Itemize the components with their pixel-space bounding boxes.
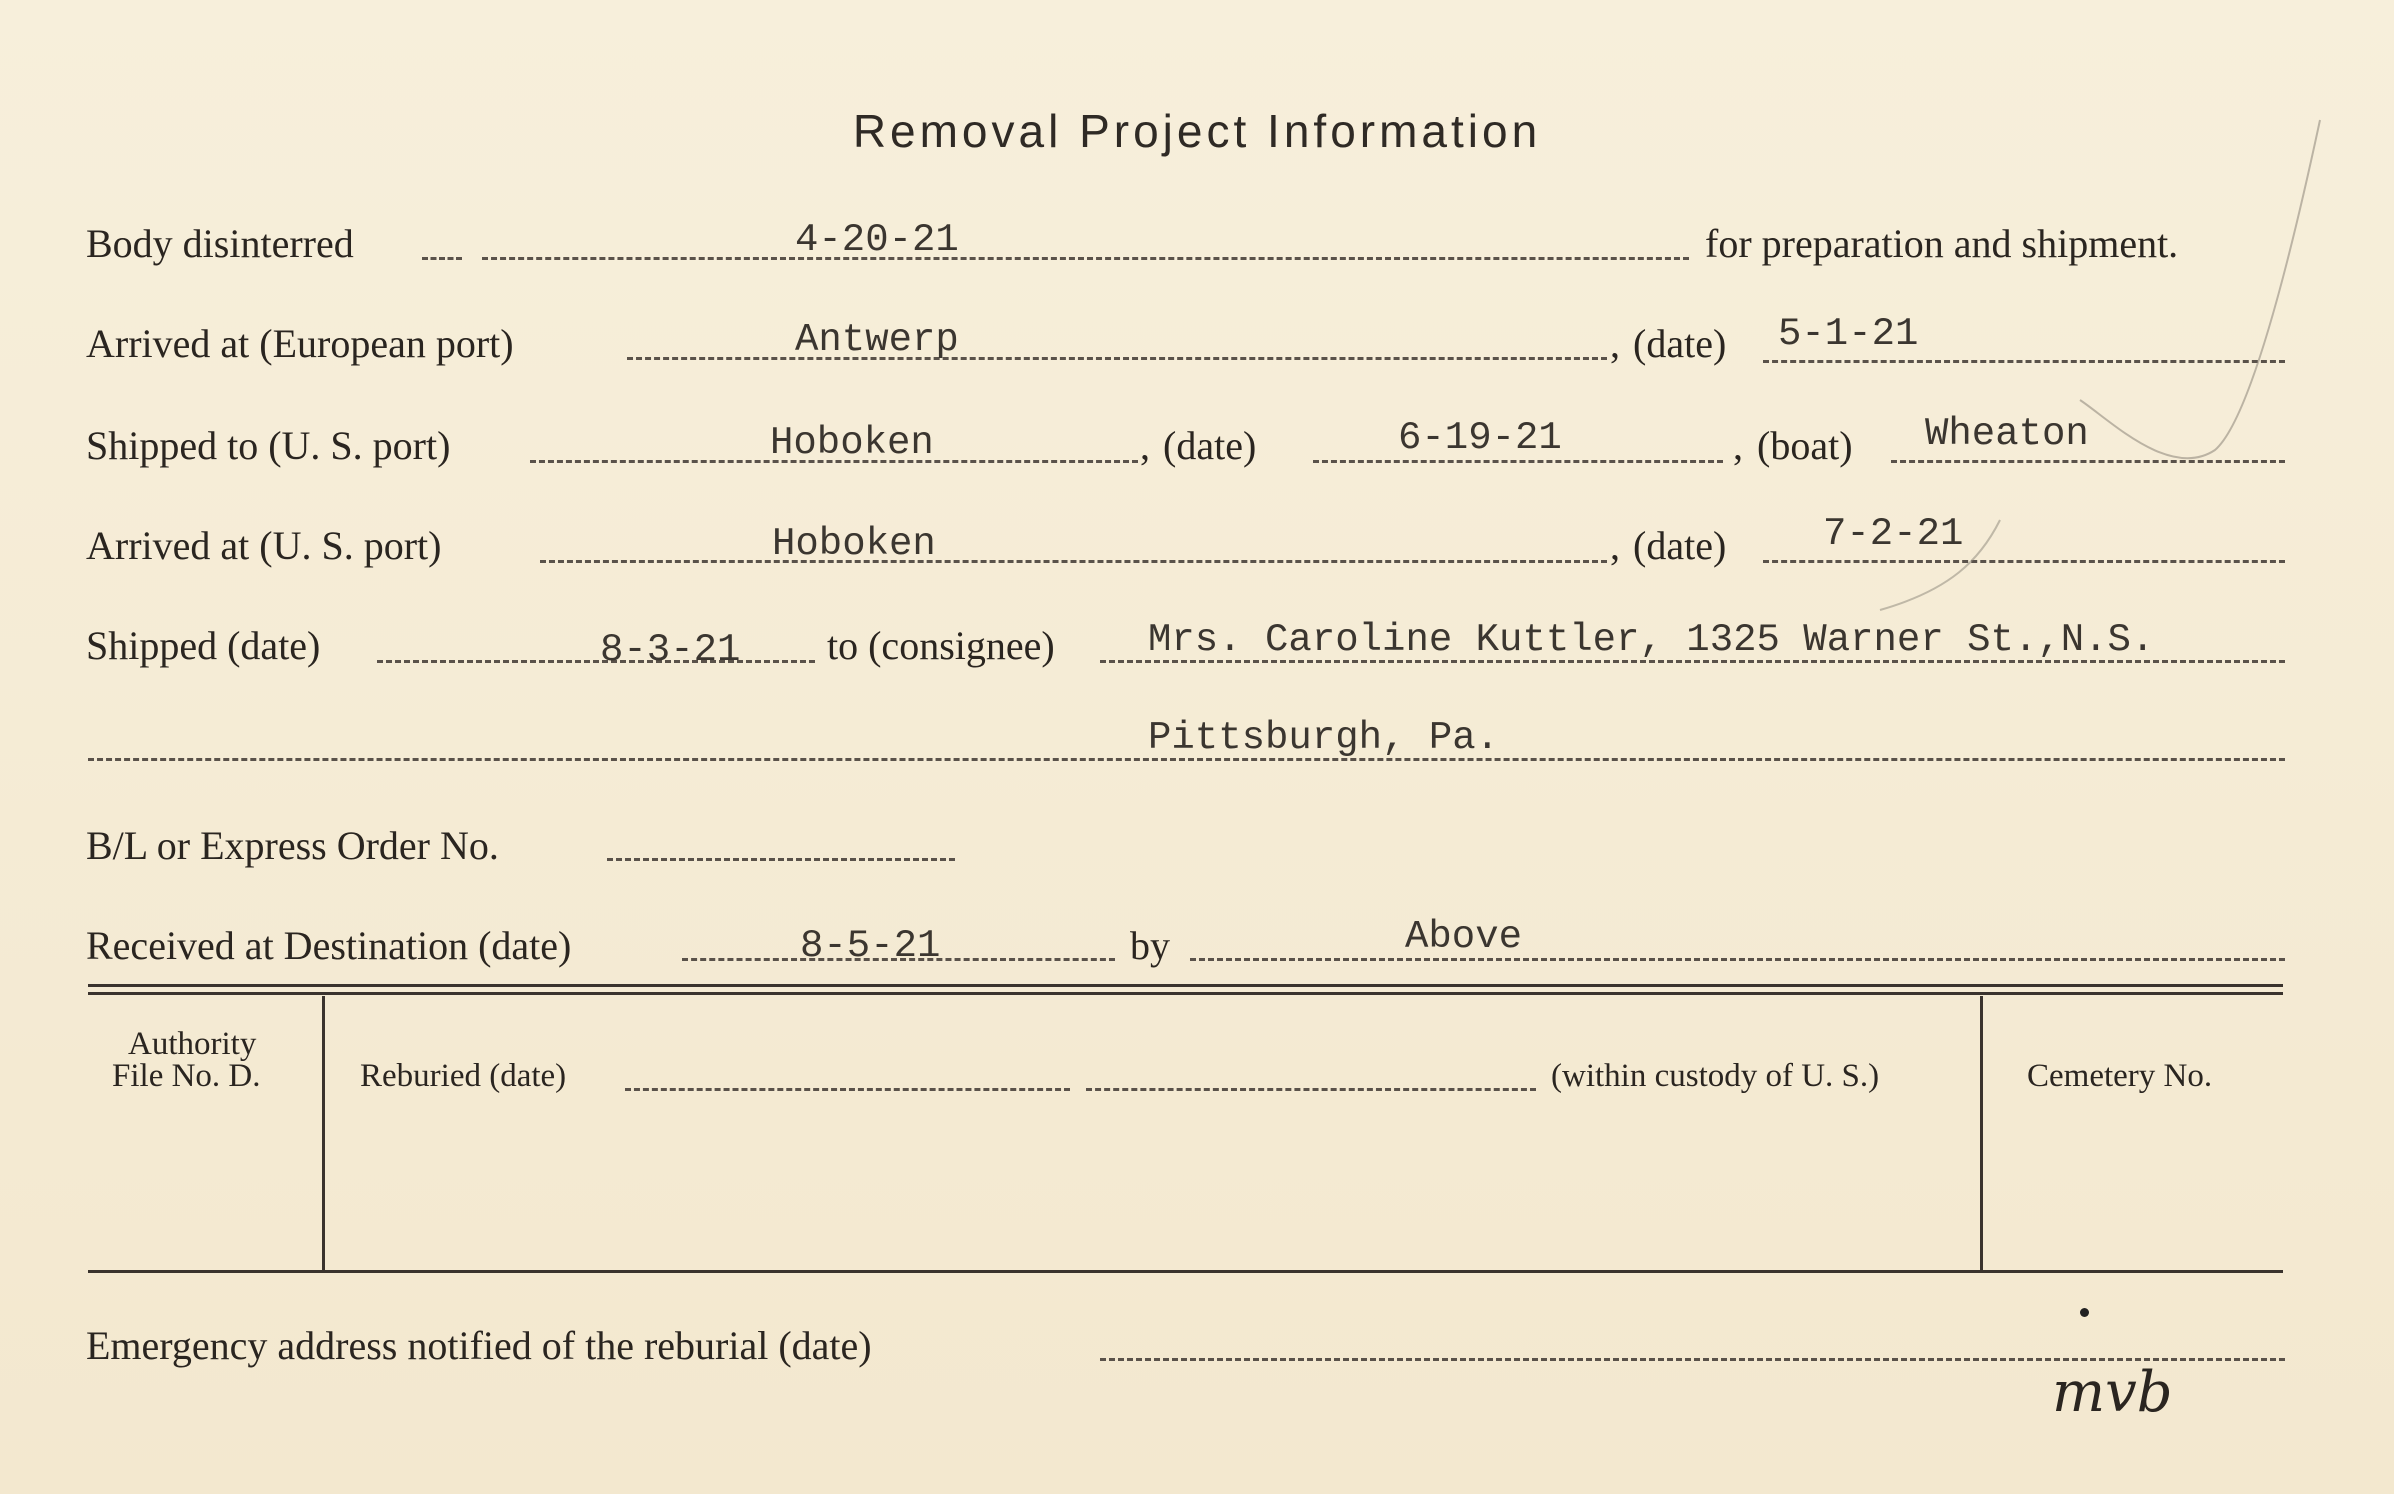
value-consignee-line1: Mrs. Caroline Kuttler, 1325 Warner St.,N.S. xyxy=(1148,618,2155,662)
label-comma-date: , xyxy=(1610,523,1620,568)
field-line xyxy=(1313,460,1723,463)
clerk-initials: mvb xyxy=(2052,1360,2173,1425)
label-boat: (boat) xyxy=(1757,423,1853,468)
field-line xyxy=(627,357,1607,360)
label-bl-order: B/L or Express Order No. xyxy=(86,823,499,868)
field-line xyxy=(607,858,955,861)
label-comma-boat: , xyxy=(1733,423,1743,468)
label-cemetery-no: Cemetery No. xyxy=(2027,1058,2213,1094)
field-line xyxy=(1891,460,2285,463)
field-line xyxy=(540,560,1607,563)
label-authority: Authority xyxy=(128,1026,257,1062)
label-to-consignee: to (consignee) xyxy=(827,623,1055,668)
value-us-ship-date: 6-19-21 xyxy=(1398,416,1562,460)
label-shipped-to-us-port: Shipped to (U. S. port) xyxy=(86,423,451,468)
label-for-preparation: for preparation and shipment. xyxy=(1705,221,2179,266)
label-file-no: File No. D. xyxy=(112,1058,261,1094)
field-line xyxy=(1763,360,2285,363)
value-boat: Wheaton xyxy=(1925,412,2089,456)
label-reburied-date: Reburied (date) xyxy=(360,1058,567,1094)
label-received-destination: Received at Destination (date) xyxy=(86,923,572,968)
field-line xyxy=(422,257,462,260)
label-body-disinterred: Body disinterred xyxy=(86,221,354,266)
label-emergency-address: Emergency address notified of the reburial (date) xyxy=(86,1323,872,1368)
value-shipped-date: 8-3-21 xyxy=(600,628,741,672)
field-line xyxy=(1086,1088,1536,1091)
label-date: (date) xyxy=(1163,423,1257,468)
value-disinterred-date: 4-20-21 xyxy=(795,218,959,262)
value-european-port: Antwerp xyxy=(795,318,959,362)
field-line xyxy=(377,660,815,663)
label-date: (date) xyxy=(1633,321,1727,366)
ink-dot xyxy=(2080,1308,2089,1317)
value-consignee-line2: Pittsburgh, Pa. xyxy=(1148,716,1500,760)
value-european-arrival-date: 5-1-21 xyxy=(1778,312,1919,356)
label-arrived-us-port: Arrived at (U. S. port) xyxy=(86,523,442,568)
box-divider-right xyxy=(1980,996,1983,1270)
box-divider-left xyxy=(322,996,325,1270)
double-rule-bottom xyxy=(88,992,2283,995)
field-line xyxy=(482,257,1689,260)
field-line xyxy=(1190,958,2285,961)
label-shipped-date: Shipped (date) xyxy=(86,623,321,668)
value-us-arrival-date: 7-2-21 xyxy=(1823,512,1964,556)
double-rule-top xyxy=(88,984,2283,987)
box-bottom-rule xyxy=(88,1270,2283,1273)
value-received-by: Above xyxy=(1405,915,1523,959)
field-line xyxy=(1763,560,2285,563)
label-within-custody: (within custody of U. S.) xyxy=(1551,1058,1880,1094)
value-us-port-arrived: Hoboken xyxy=(772,522,936,566)
value-received-date: 8-5-21 xyxy=(800,924,941,968)
card-title: Removal Project Information xyxy=(852,105,1542,157)
value-us-port-shipped-to: Hoboken xyxy=(770,421,934,465)
label-date: (date) xyxy=(1633,523,1727,568)
label-comma-date: , xyxy=(1610,321,1620,366)
field-line xyxy=(625,1088,1070,1091)
label-by: by xyxy=(1130,923,1170,968)
label-comma-date: , xyxy=(1140,423,1150,468)
label-arrived-european-port: Arrived at (European port) xyxy=(86,321,514,366)
